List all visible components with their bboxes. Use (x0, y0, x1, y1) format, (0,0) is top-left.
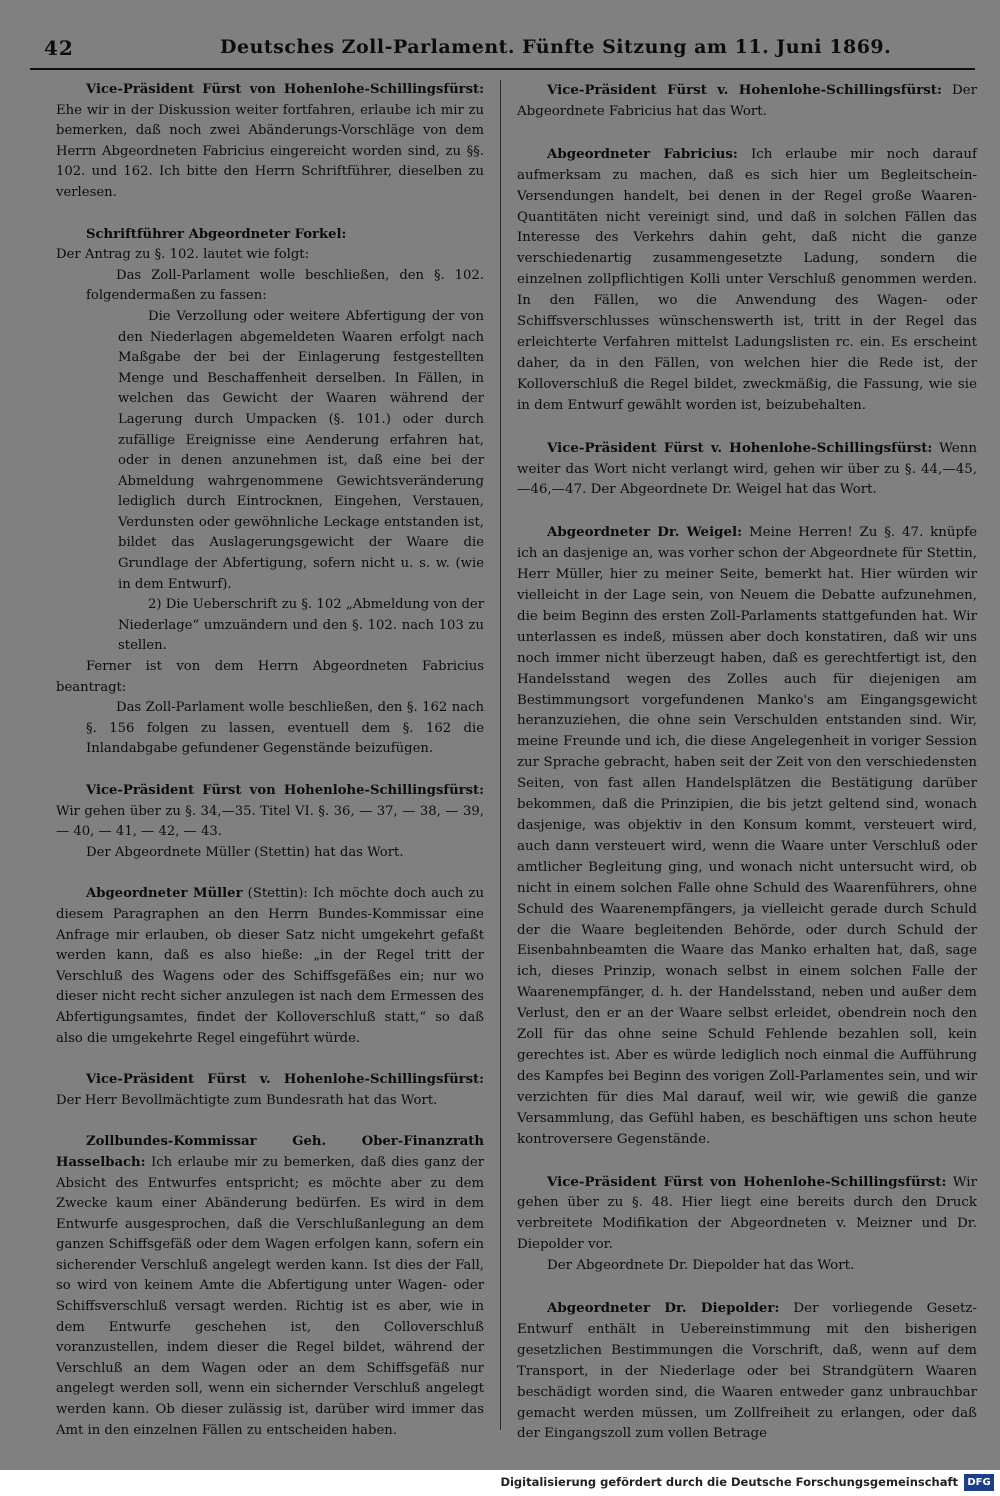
speaker-name: Vice-Präsident Fürst von Hohenlohe-Schillingsfürst: (547, 1173, 947, 1190)
speech-paragraph (517, 522, 977, 1150)
footer-credit: Digitalisierung gefördert durch die Deutsche Forschungsgemeinschaft (500, 1475, 958, 1489)
speaker-name: Abgeordneter Müller (86, 886, 243, 902)
footer (0, 1470, 1000, 1496)
speech-paragraph (56, 884, 484, 1049)
quoted-text: Die Verzollung oder weitere Abfertigung der von den Niederlagen abgemeldeten Waaren erfolgt nach Maßgabe der bei der Einlagerung festgestellten Menge und Beschaffenheit derselben. In Fällen, in welchen das Gewicht der Waaren während der Lagerung durch Umpacken (§. 101.) oder durch zufällige Ereignisse eine Aenderung erfahren hat, oder in denen anzunehmen ist, daß eine bei der Abmeldung wahrgenommene Gewichtsveränderung lediglich durch Eintrocknen, Eingehen, Verstauen, Verdunsten oder gewöhnliche Leckage entstanden ist, bildet das Auslagerungsgewicht der Waare die Grundlage der Abfertigung, sofern nicht u. s. w. (wie in dem Entwurf). (118, 308, 484, 592)
speaker-name: Vice-Präsident Fürst v. Hohenlohe-Schillingsfürst: (547, 439, 933, 456)
speech-paragraph (517, 1172, 977, 1257)
speaker-name: Abgeordneter Fabricius: (547, 145, 738, 162)
text-paragraph: Ferner ist von dem Herrn Abgeordneten Fabricius beantragt: (56, 659, 484, 695)
text-paragraph: Der Antrag zu §. 102. lautet wie folgt: (56, 247, 310, 263)
speech-text: Der Herr Bevollmächtigte zum Bundesrath hat das Wort. (56, 1092, 438, 1108)
speaker-name: Vice-Präsident Fürst von Hohenlohe-Schillingsfürst: (86, 82, 484, 97)
speech-text: Der vorliegende Gesetz-Entwurf enthält in Uebereinstimmung mit den bisherigen gesetzlichen Bestimmungen die Vorschrift, daß, wenn auf dem Transport, in der Niederlage oder bei Strandgütern Waaren beschädigt worden sind, die Waaren entweder ganz unbrauchbar gemacht werden müssen, um Zollfreiheit zu erlangen, oder daß der Eingangszoll zum vollen Betrage (517, 1301, 978, 1442)
speech-paragraph (517, 144, 977, 417)
quoted-motion: Das Zoll-Parlament wolle beschließen, den §. 162 nach §. 156 folgen zu lassen, eventuell dem §. 162 die Inlandabgabe gefundener Gegenstände beizufügen. (86, 700, 484, 757)
text-paragraph: Der Abgeordnete Müller (Stettin) hat das Wort. (86, 844, 404, 860)
column-divider (500, 80, 501, 1430)
page-number: 42 (44, 36, 74, 60)
speech-text: Meine Herren! Zu §. 47. knüpfe ich an dasjenige an, was vorher schon der Abgeordnete für Stettin, Herr Müller, hier zu meiner Seite, bemerkt hat. Hier würden wir vielleicht in der Lage sein, von Neuem die Debatte aufzunehmen, die beim Beginn des ersten Zoll-Parlaments stattgefunden hat. Wir unterlassen es indeß, müssen aber doch konstatiren, daß wir uns noch immer nicht überzeugt haben, daß es gerechtfertigt ist, den Handelsstand wegen des Zolles auch für diejenigen am Bestimmungsort vorgefundenen Manko's am Eingangsgewicht heranzuziehen, die ohne sein Verschulden entstanden sind. Wir, meine Freunde und ich, die diese Angelegenheit in voriger Session zur Sprache gebracht, haben seit der Zeit von den verschiedensten Seiten, von fast allen Handelsplätzen die Bestätigung darüber bekommen, daß die Prinzipien, die bis jetzt geltend sind, wonach dasjenige, was objektiv in den Konsum kommt, versteuert wird, auch dann versteuert wird, wenn die Waare unter Verschluß oder amtlicher Begleitung ging, und wonach nicht untersucht wird, ob nicht in einem solchen Falle ohne Schuld des Waarenführers, ohne Schuld des Waarenempfängers, ja vielleicht gerade durch Schuld der die Waare begleitenden Behörde, oder durch Schuld der Eisenbahnbeamten die Waare das Manko erhalten hat, daß, sage ich, dieses Prinzip, wonach selbst in einem solchen Falle der Waarenempfänger, d. h. der Handelsstand, neben und außer dem Verlust, den er an der Waare selbst erleidet, obendrein noch den Zoll für das ohne seine Schuld Fehlende bezahlen soll, kein gerechtes ist. Aber es würde lediglich noch einmal die Aufführung des Kampfes bei Beginn des vorigen Zoll-Parlamentes sein, und wir verzichten für dies Mal darauf, weil wir, wie gewiß die ganze Versammlung, das Gefühl haben, es beschäftigen uns schon heute kontroversere Gegenstände. (517, 525, 977, 1147)
speech-paragraph (56, 781, 484, 843)
speech-paragraph (56, 1132, 484, 1441)
header-rule (30, 68, 975, 70)
speech-text: Wir gehen über zu §. 34,—35. Titel VI. §. 36, — 37, — 38, — 39, — 40, — 41, — 42, — 43. (56, 803, 484, 840)
speech-text: Der Abgeordnete Fabricius hat das Wort. (517, 83, 977, 119)
left-column (56, 80, 484, 1441)
dfg-logo-icon: DFG (964, 1474, 994, 1491)
speech-text: Ehe wir in der Diskussion weiter fortfahren, erlaube ich mir zu bemerken, daß noch zwei Abänderungs-Vorschläge von dem Herrn Abgeordneten Fabricius eingereicht worden sind, zu §§. 102. und 162. Ich bitte den Herrn Schriftführer, dieselben zu verlesen. (56, 102, 484, 200)
speech-paragraph (517, 438, 977, 502)
speech-text: Wir gehen über zu §. 48. Hier liegt eine bereits durch den Druck verbreitete Modifikation der Abgeordneten v. Meizner und Dr. Diepolder vor. (517, 1174, 977, 1253)
text-paragraph: Der Abgeordnete Dr. Diepolder hat das Wort. (547, 1258, 855, 1274)
quoted-motion: Das Zoll-Parlament wolle beschließen, den §. 102. folgendermaßen zu fassen: (86, 267, 484, 304)
quoted-text: 2) Die Ueberschrift zu §. 102 „Abmeldung von der Niederlage“ umzuändern und den §. 102. nach 103 zu stellen. (118, 597, 484, 654)
speaker-name: Abgeordneter Dr. Diepolder: (547, 1300, 780, 1317)
speaker-name: Vice-Präsident Fürst von Hohenlohe-Schillingsfürst: (86, 783, 484, 798)
page-header (30, 32, 975, 66)
speaker-name: Schriftführer Abgeordneter Forkel: (86, 226, 347, 242)
right-column (517, 80, 977, 1445)
speech-text: (Stettin): Ich möchte doch auch zu diesem Paragraphen an den Herrn Bundes-Kommissar eine Anfrage mir erlauben, ob dieser Satz nicht umgekehrt gefaßt werden kann, daß es also hieße: „in der Regel tritt der Verschluß des Wagens oder des Schiffsgefäßes ein; nur wo dieser nicht recht sicher anzulegen ist nach dem Ermessen des Abfertigungsamtes, findet der Kolloverschluß statt,“ so daß also die umgekehrte Regel eingeführt würde. (56, 886, 484, 1046)
speech-text: Wenn weiter das Wort nicht verlangt wird, gehen wir über zu §. 44,—45,—46,—47. Der Abgeordnete Dr. Weigel hat das Wort. (517, 440, 977, 498)
running-title: Deutsches Zoll-Parlament. Fünfte Sitzung am 11. Juni 1869. (220, 36, 892, 58)
speech-text: Ich erlaube mir zu bemerken, daß dies ganz der Absicht des Entwurfes entspricht; es möchte aber zu dem Zwecke kaum einer Abänderung bedürfen. Es wird in dem Entwurfe ausgesprochen, daß die Verschlußanlegung an dem ganzen Schiffsgefäß oder dem Wagen erfolgen kann, sofern ein sicherender Verschluß angelegt werden kann. Ist dies der Fall, so wird von keinem Amte die Abfertigung unter Wagen- oder Schiffsverschluß versagt werden. Richtig ist es aber, wie in dem Entwurfe geschehen ist, den Colloverschluß voranzustellen, indem dieser die Regel bildet, während der Verschluß an dem Wagen oder an dem Schiffsgefäß nur angelegt werden soll, wenn ein sichernder Verschluß angelegt werden kann. Ob dieser zulässig ist, darüber wird immer das Amt in den einzelnen Fällen zu entscheiden haben. (56, 1154, 484, 1438)
speech-paragraph (517, 1298, 977, 1445)
speech-paragraph (56, 225, 484, 246)
speech-paragraph (56, 80, 484, 204)
speaker-name: Abgeordneter Dr. Weigel: (547, 524, 743, 541)
speech-paragraph (56, 1070, 484, 1111)
speaker-name: Vice-Präsident Fürst v. Hohenlohe-Schillingsfürst: (547, 82, 942, 98)
speaker-name: Zollbundes-Kommissar Geh. Ober-Finanzrath Hasselbach: (56, 1134, 484, 1170)
speaker-name: Vice-Präsident Fürst v. Hohenlohe-Schillingsfürst: (86, 1072, 484, 1088)
speech-paragraph (517, 80, 977, 123)
speech-text: Ich erlaube mir noch darauf aufmerksam zu machen, daß es sich hier um Begleitschein-Versendungen handelt, bei denen in der Regel große Waaren-Quantitäten nicht vereinigt sind, und daß in solchen Fällen das Interesse des Verkehrs dahin geht, daß nicht die ganze verschiedenartig zusammengesetzte Ladung, sondern die einzelnen zollpflichtigen Kolli unter Verschluß genommen werden. In den Fällen, wo die Anwendung des Wagen- oder Schiffsverschlusses wünschenswerth ist, tritt in der Regel das erleichterte Verfahren mittelst Ladungslisten rc. ein. Es erscheint daher, da in den Fällen, von welchen hier die Rede ist, der Kolloverschluß die Regel bildet, zweckmäßig, die Fassung, wie sie in dem Entwurf gewählt worden ist, beizubehalten. (517, 146, 977, 413)
